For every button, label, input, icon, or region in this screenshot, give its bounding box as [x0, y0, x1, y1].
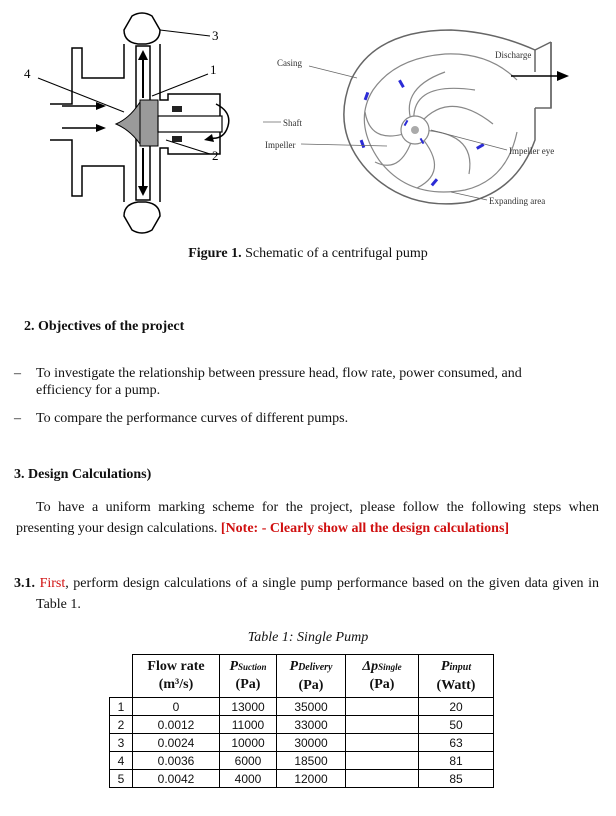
label-expanding-area: Expanding area — [489, 196, 546, 206]
header-delivery-symbol: P — [289, 658, 299, 674]
row-index: 3 — [110, 734, 133, 752]
pump-cross-section-diagram — [20, 8, 250, 240]
cell-dp-single[interactable] — [346, 752, 419, 770]
label-impeller-eye: Impeller eye — [509, 146, 555, 156]
row-index: 5 — [110, 770, 133, 788]
cell-p-delivery: 18500 — [277, 752, 346, 770]
section-3-1-first: First — [39, 576, 66, 591]
label-2: 2 — [212, 148, 219, 163]
figure-caption — [0, 246, 616, 262]
header-p-input — [419, 655, 494, 698]
header-suction-symbol: P — [229, 659, 239, 674]
row-index: 2 — [110, 716, 133, 734]
header-input-sub: input — [449, 661, 472, 673]
header-dp-symbol: Δp — [362, 659, 379, 674]
cell-p-input: 81 — [419, 752, 494, 770]
cell-p-suction: 13000 — [220, 698, 277, 716]
cell-p-delivery: 12000 — [277, 770, 346, 788]
row-index: 1 — [110, 698, 133, 716]
row-index: 4 — [110, 752, 133, 770]
table-title: Table 1: Single Pump — [247, 630, 369, 645]
header-p-suction — [220, 655, 277, 698]
cell-p-suction: 6000 — [220, 752, 277, 770]
section-3-1-paragraph — [14, 573, 599, 615]
section-3-heading: 3. Design Calculations) — [14, 467, 152, 482]
objective-text-1: To investigate the relationship between pressure head, flow rate, power consumed, and efficiency for a pump. — [36, 366, 522, 398]
cell-p-suction: 10000 — [220, 734, 277, 752]
label-shaft: Shaft — [283, 118, 302, 128]
cell-p-delivery: 30000 — [277, 734, 346, 752]
cell-flow-rate: 0.0036 — [133, 752, 220, 770]
header-dp-single — [346, 655, 419, 698]
header-suction-unit: (Pa) — [235, 677, 261, 692]
cell-p-input: 85 — [419, 770, 494, 788]
cell-p-input: 50 — [419, 716, 494, 734]
figure-caption-text: Schematic of a centrifugal pump — [241, 246, 428, 261]
header-delivery-unit: (Pa) — [298, 677, 324, 693]
cell-p-suction: 11000 — [220, 716, 277, 734]
cell-flow-rate: 0 — [133, 698, 220, 716]
label-1: 1 — [210, 62, 217, 77]
header-flow-label: Flow rate — [147, 659, 205, 674]
header-input-unit: (Watt) — [436, 677, 476, 693]
label-casing: Casing — [277, 58, 303, 68]
label-impeller: Impeller — [265, 140, 296, 150]
header-input-symbol: P — [440, 658, 450, 674]
cell-p-delivery: 35000 — [277, 698, 346, 716]
cell-flow-rate: 0.0024 — [133, 734, 220, 752]
cell-dp-single[interactable] — [346, 716, 419, 734]
cell-p-input: 20 — [419, 698, 494, 716]
cell-p-input: 63 — [419, 734, 494, 752]
objective-bullet-2 — [14, 410, 554, 427]
section-3-note: [Note: - Clearly show all the design calculations] — [220, 521, 510, 536]
table-row — [110, 734, 494, 752]
pump-volute-diagram — [255, 20, 595, 220]
figure-caption-label: Figure 1. — [188, 246, 242, 261]
header-delivery-sub: Delivery — [298, 661, 333, 673]
table-row — [110, 698, 494, 716]
cell-flow-rate: 0.0042 — [133, 770, 220, 788]
header-dp-sub: Single — [378, 662, 402, 672]
header-flow-rate — [133, 655, 220, 698]
label-discharge: Discharge — [495, 50, 532, 60]
header-flow-unit: (m³/s) — [158, 677, 194, 692]
section-3-text: To have a uniform marking scheme for the project, please follow the following steps when presenting your design calculations. — [16, 500, 599, 536]
cell-dp-single[interactable] — [346, 770, 419, 788]
table-row — [110, 752, 494, 770]
objective-bullet-1 — [14, 365, 554, 399]
label-3: 3 — [212, 28, 219, 43]
section-3-1-number: 3.1. — [14, 576, 40, 591]
table-row — [110, 770, 494, 788]
objective-text-2: To compare the performance curves of different pumps. — [36, 411, 349, 426]
bullet-dash: – — [14, 411, 21, 426]
cell-p-delivery: 33000 — [277, 716, 346, 734]
table-header-row — [110, 655, 494, 698]
section-3-1-text: , perform design calculations of a single pump performance based on the given data given in Table 1. — [36, 576, 599, 612]
table-row — [110, 716, 494, 734]
header-dp-unit: (Pa) — [369, 677, 395, 692]
header-suction-sub: Suction — [238, 662, 267, 672]
section-2-heading: 2. Objectives of the project — [24, 319, 185, 334]
label-4: 4 — [24, 66, 31, 81]
section-3-paragraph — [16, 497, 599, 539]
cell-dp-single[interactable] — [346, 734, 419, 752]
header-p-delivery — [277, 655, 346, 698]
cell-p-suction: 4000 — [220, 770, 277, 788]
single-pump-table — [109, 654, 494, 788]
header-index-blank — [110, 655, 133, 698]
cell-dp-single[interactable] — [346, 698, 419, 716]
bullet-dash: – — [14, 366, 21, 381]
cell-flow-rate: 0.0012 — [133, 716, 220, 734]
